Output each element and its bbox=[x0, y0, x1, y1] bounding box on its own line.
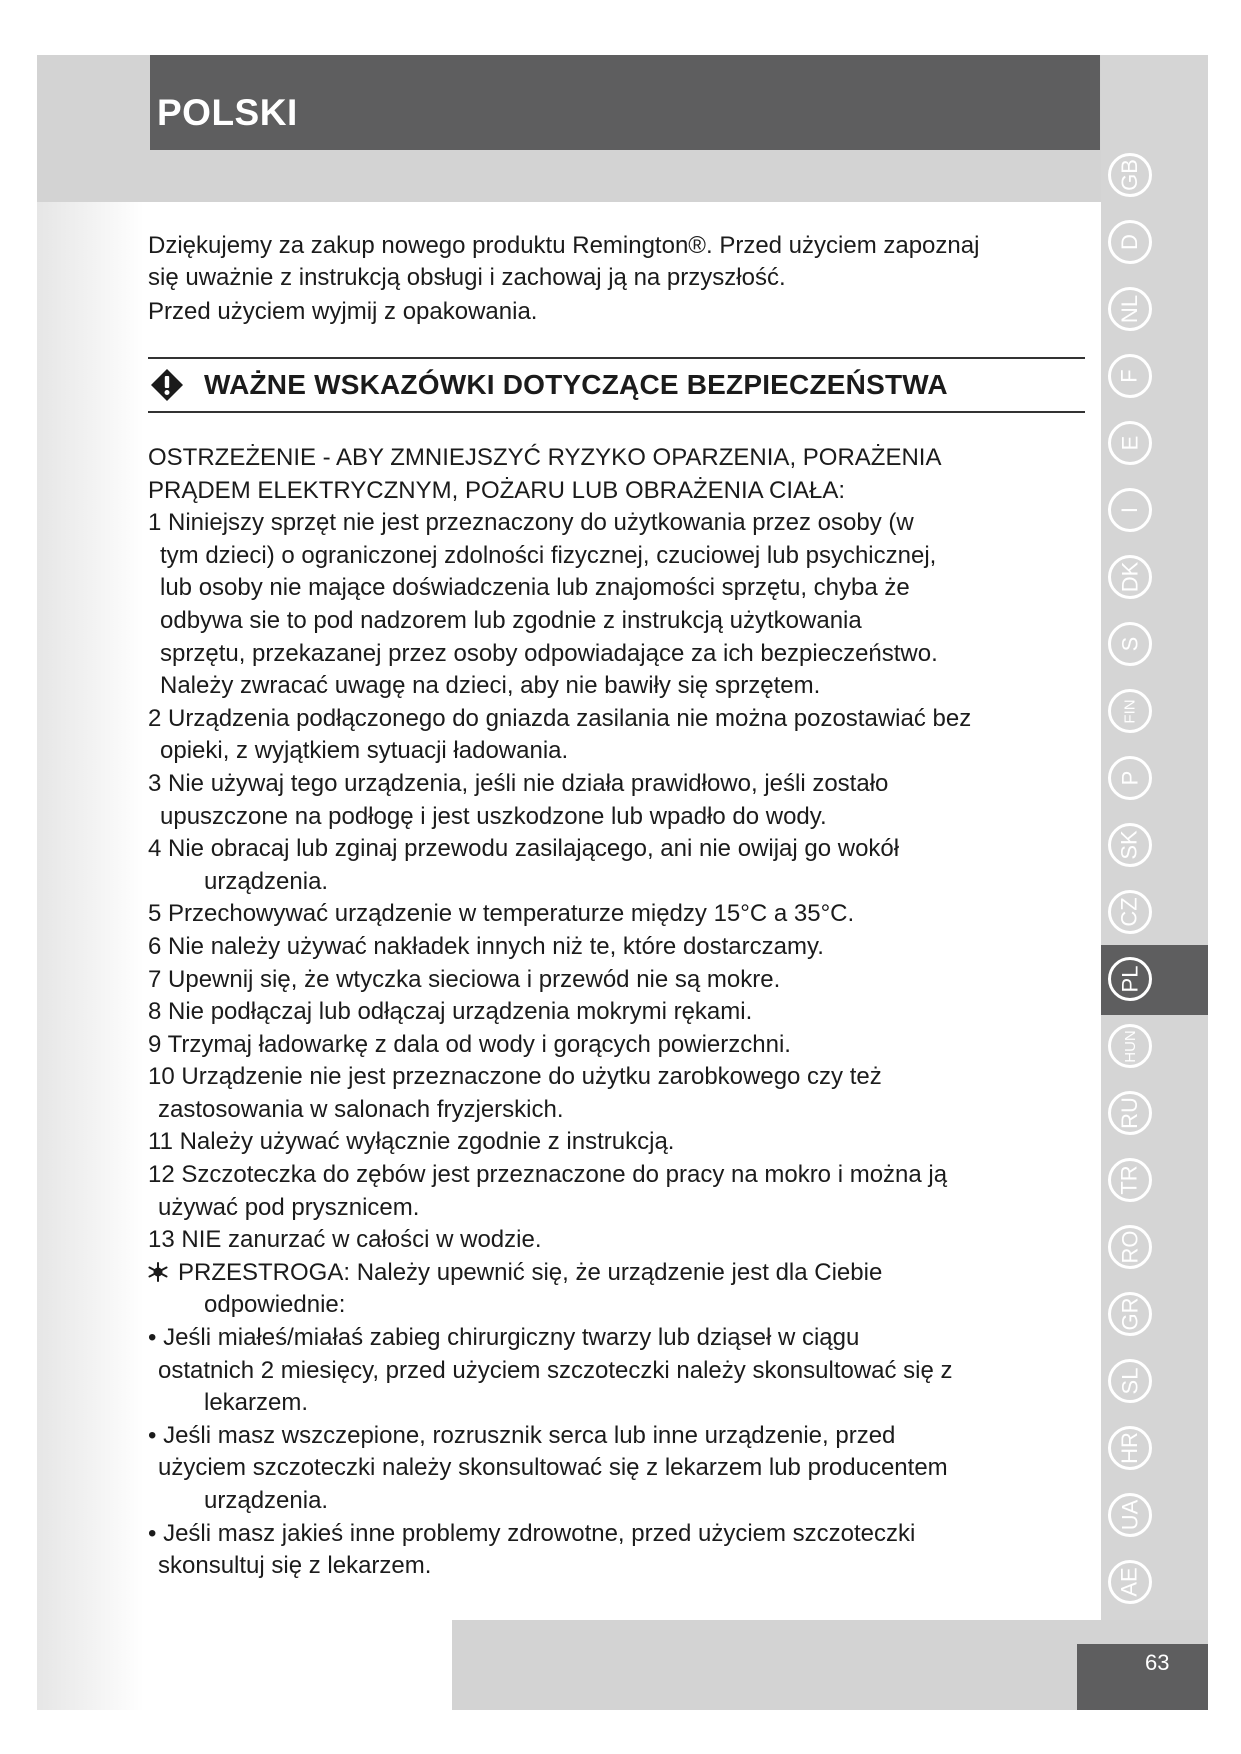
list-item: 9 Trzymaj ładowarkę z dala od wody i gorących powierzchni. bbox=[148, 1030, 791, 1058]
list-item-continued: Należy zwracać uwagę na dzieci, aby nie bawiły się sprzętem. bbox=[160, 672, 821, 700]
tab-fin[interactable]: FIN bbox=[1108, 689, 1152, 733]
caution-line bbox=[148, 1257, 1088, 1290]
intro-line: Przed użyciem wyjmij z opakowania. bbox=[148, 298, 538, 325]
safety-heading-bar bbox=[148, 357, 1085, 413]
list-item-continued: używać pod prysznicem. bbox=[158, 1193, 420, 1221]
list-item: 7 Upewnij się, że wtyczka sieciowa i przewód nie są mokre. bbox=[148, 965, 781, 993]
bullet-item-continued: lekarzem. bbox=[204, 1389, 309, 1417]
list-item: 12 Szczoteczka do zębów jest przeznaczone do pracy na mokro i można ją bbox=[148, 1161, 948, 1189]
safety-instructions bbox=[148, 442, 1088, 1583]
tab-dk[interactable]: DK bbox=[1108, 555, 1152, 599]
bullet-item-continued: skonsultuj się z lekarzem. bbox=[158, 1552, 432, 1580]
list-item: 11 Należy używać wyłącznie zgodnie z instrukcją. bbox=[148, 1128, 675, 1156]
tab-e[interactable]: E bbox=[1108, 421, 1152, 465]
page-title: POLSKI bbox=[157, 92, 298, 133]
tab-hr[interactable]: HR bbox=[1108, 1426, 1152, 1470]
list-item: 5 Przechowywać urządzenie w temperaturze między 15°C a 35°C. bbox=[148, 900, 855, 928]
intro-line: Dziękujemy za zakup nowego produktu Remington®. Przed użyciem zapoznaj bbox=[148, 232, 980, 259]
list-item-continued: upuszczone na podłogę i jest uszkodzone lub wpadło do wody. bbox=[160, 802, 827, 830]
bullet-item: • Jeśli masz jakieś inne problemy zdrowotne, przed użyciem szczoteczki bbox=[148, 1519, 916, 1547]
bullet-item-continued: użyciem szczoteczki należy skonsultować się z lekarzem lub producentem bbox=[158, 1454, 948, 1482]
tab-gr[interactable]: GR bbox=[1108, 1292, 1152, 1336]
tab-p[interactable]: P bbox=[1108, 756, 1152, 800]
list-item: 4 Nie obracaj lub zginaj przewodu zasilającego, ani nie owijaj go wokół bbox=[148, 835, 900, 863]
warning-line: PRĄDEM ELEKTRYCZNYM, POŻARU LUB OBRAŻENIA CIAŁA: bbox=[148, 476, 846, 504]
left-margin-shade bbox=[37, 202, 144, 1710]
warning-diamond-icon bbox=[150, 368, 184, 402]
safety-heading: WAŻNE WSKAZÓWKI DOTYCZĄCE BEZPIECZEŃSTWA bbox=[204, 369, 948, 400]
warning-line: OSTRZEŻENIE - ABY ZMNIEJSZYĆ RYZYKO OPARZENIA, PORAŻENIA bbox=[148, 444, 942, 471]
tab-hun[interactable]: HUN bbox=[1108, 1024, 1152, 1068]
tab-d[interactable]: D bbox=[1108, 220, 1152, 264]
tab-i[interactable]: I bbox=[1108, 488, 1152, 532]
tab-ua[interactable]: UA bbox=[1108, 1493, 1152, 1537]
list-item: 6 Nie należy używać nakładek innych niż te, które dostarczamy. bbox=[148, 932, 824, 960]
list-item-continued: zastosowania w salonach fryzjerskich. bbox=[158, 1095, 564, 1123]
bullet-item: • Jeśli masz wszczepione, rozrusznik serca lub inne urządzenie, przed bbox=[148, 1421, 896, 1449]
tab-s[interactable]: S bbox=[1108, 622, 1152, 666]
list-item: 2 Urządzenia podłączonego do gniazda zasilania nie można pozostawiać bez bbox=[148, 704, 972, 732]
tab-cz[interactable]: CZ bbox=[1108, 890, 1152, 934]
tab-nl[interactable]: NL bbox=[1108, 287, 1152, 331]
list-item-continued: lub osoby nie mające doświadczenia lub znajomości sprzętu, chyba że bbox=[160, 574, 910, 602]
tab-gb[interactable]: GB bbox=[1108, 153, 1152, 197]
list-item: 10 Urządzenie nie jest przeznaczone do użytku zarobkowego czy też bbox=[148, 1063, 882, 1091]
tab-f[interactable]: F bbox=[1108, 354, 1152, 398]
tab-sk[interactable]: SK bbox=[1108, 823, 1152, 867]
list-item: 13 NIE zanurzać w całości w wodzie. bbox=[148, 1226, 542, 1254]
tab-pl[interactable]: PL bbox=[1108, 957, 1152, 1001]
caution-line-continued: odpowiednie: bbox=[204, 1291, 346, 1319]
tab-ru[interactable]: RU bbox=[1108, 1091, 1152, 1135]
list-item-continued: opieki, z wyjątkiem sytuacji ładowania. bbox=[160, 737, 569, 765]
intro-section bbox=[148, 230, 1083, 328]
tab-ae[interactable]: AE bbox=[1108, 1560, 1152, 1604]
bullet-item-continued: ostatnich 2 miesięcy, przed użyciem szczoteczki należy skonsultować się z bbox=[158, 1356, 953, 1384]
list-item-continued: odbywa sie to pod nadzorem lub zgodnie z instrukcją użytkowania bbox=[160, 606, 862, 634]
tab-ro[interactable]: RO bbox=[1108, 1225, 1152, 1269]
page-number-box bbox=[1077, 1644, 1208, 1710]
caution-star-icon bbox=[148, 1262, 168, 1282]
intro-line: się uważnie z instrukcją obsługi i zachowaj ją na przyszłość. bbox=[148, 264, 786, 291]
list-item: 1 Niniejszy sprzęt nie jest przeznaczony do użytkowania przez osoby (w bbox=[148, 509, 914, 537]
list-item: 8 Nie podłączaj lub odłączaj urządzenia mokrymi rękami. bbox=[148, 998, 753, 1026]
caution-text: PRZESTROGA: Należy upewnić się, że urządzenie jest dla Ciebie bbox=[178, 1258, 883, 1286]
list-item-continued: tym dzieci) o ograniczonej zdolności fizycznej, czuciowej lub psychicznej, bbox=[160, 541, 937, 569]
tab-sl[interactable]: SL bbox=[1108, 1359, 1152, 1403]
list-item: 3 Nie używaj tego urządzenia, jeśli nie działa prawidłowo, jeśli zostało bbox=[148, 769, 889, 797]
page-number: 63 bbox=[1145, 1650, 1170, 1675]
tab-tr[interactable]: TR bbox=[1108, 1158, 1152, 1202]
bullet-item: • Jeśli miałeś/miałaś zabieg chirurgiczny twarzy lub dziąseł w ciągu bbox=[148, 1324, 860, 1352]
list-item-continued: urządzenia. bbox=[204, 867, 329, 895]
list-item-continued: sprzętu, przekazanej przez osoby odpowiadające za ich bezpieczeństwo. bbox=[160, 639, 938, 667]
bullet-item-continued: urządzenia. bbox=[204, 1487, 329, 1514]
